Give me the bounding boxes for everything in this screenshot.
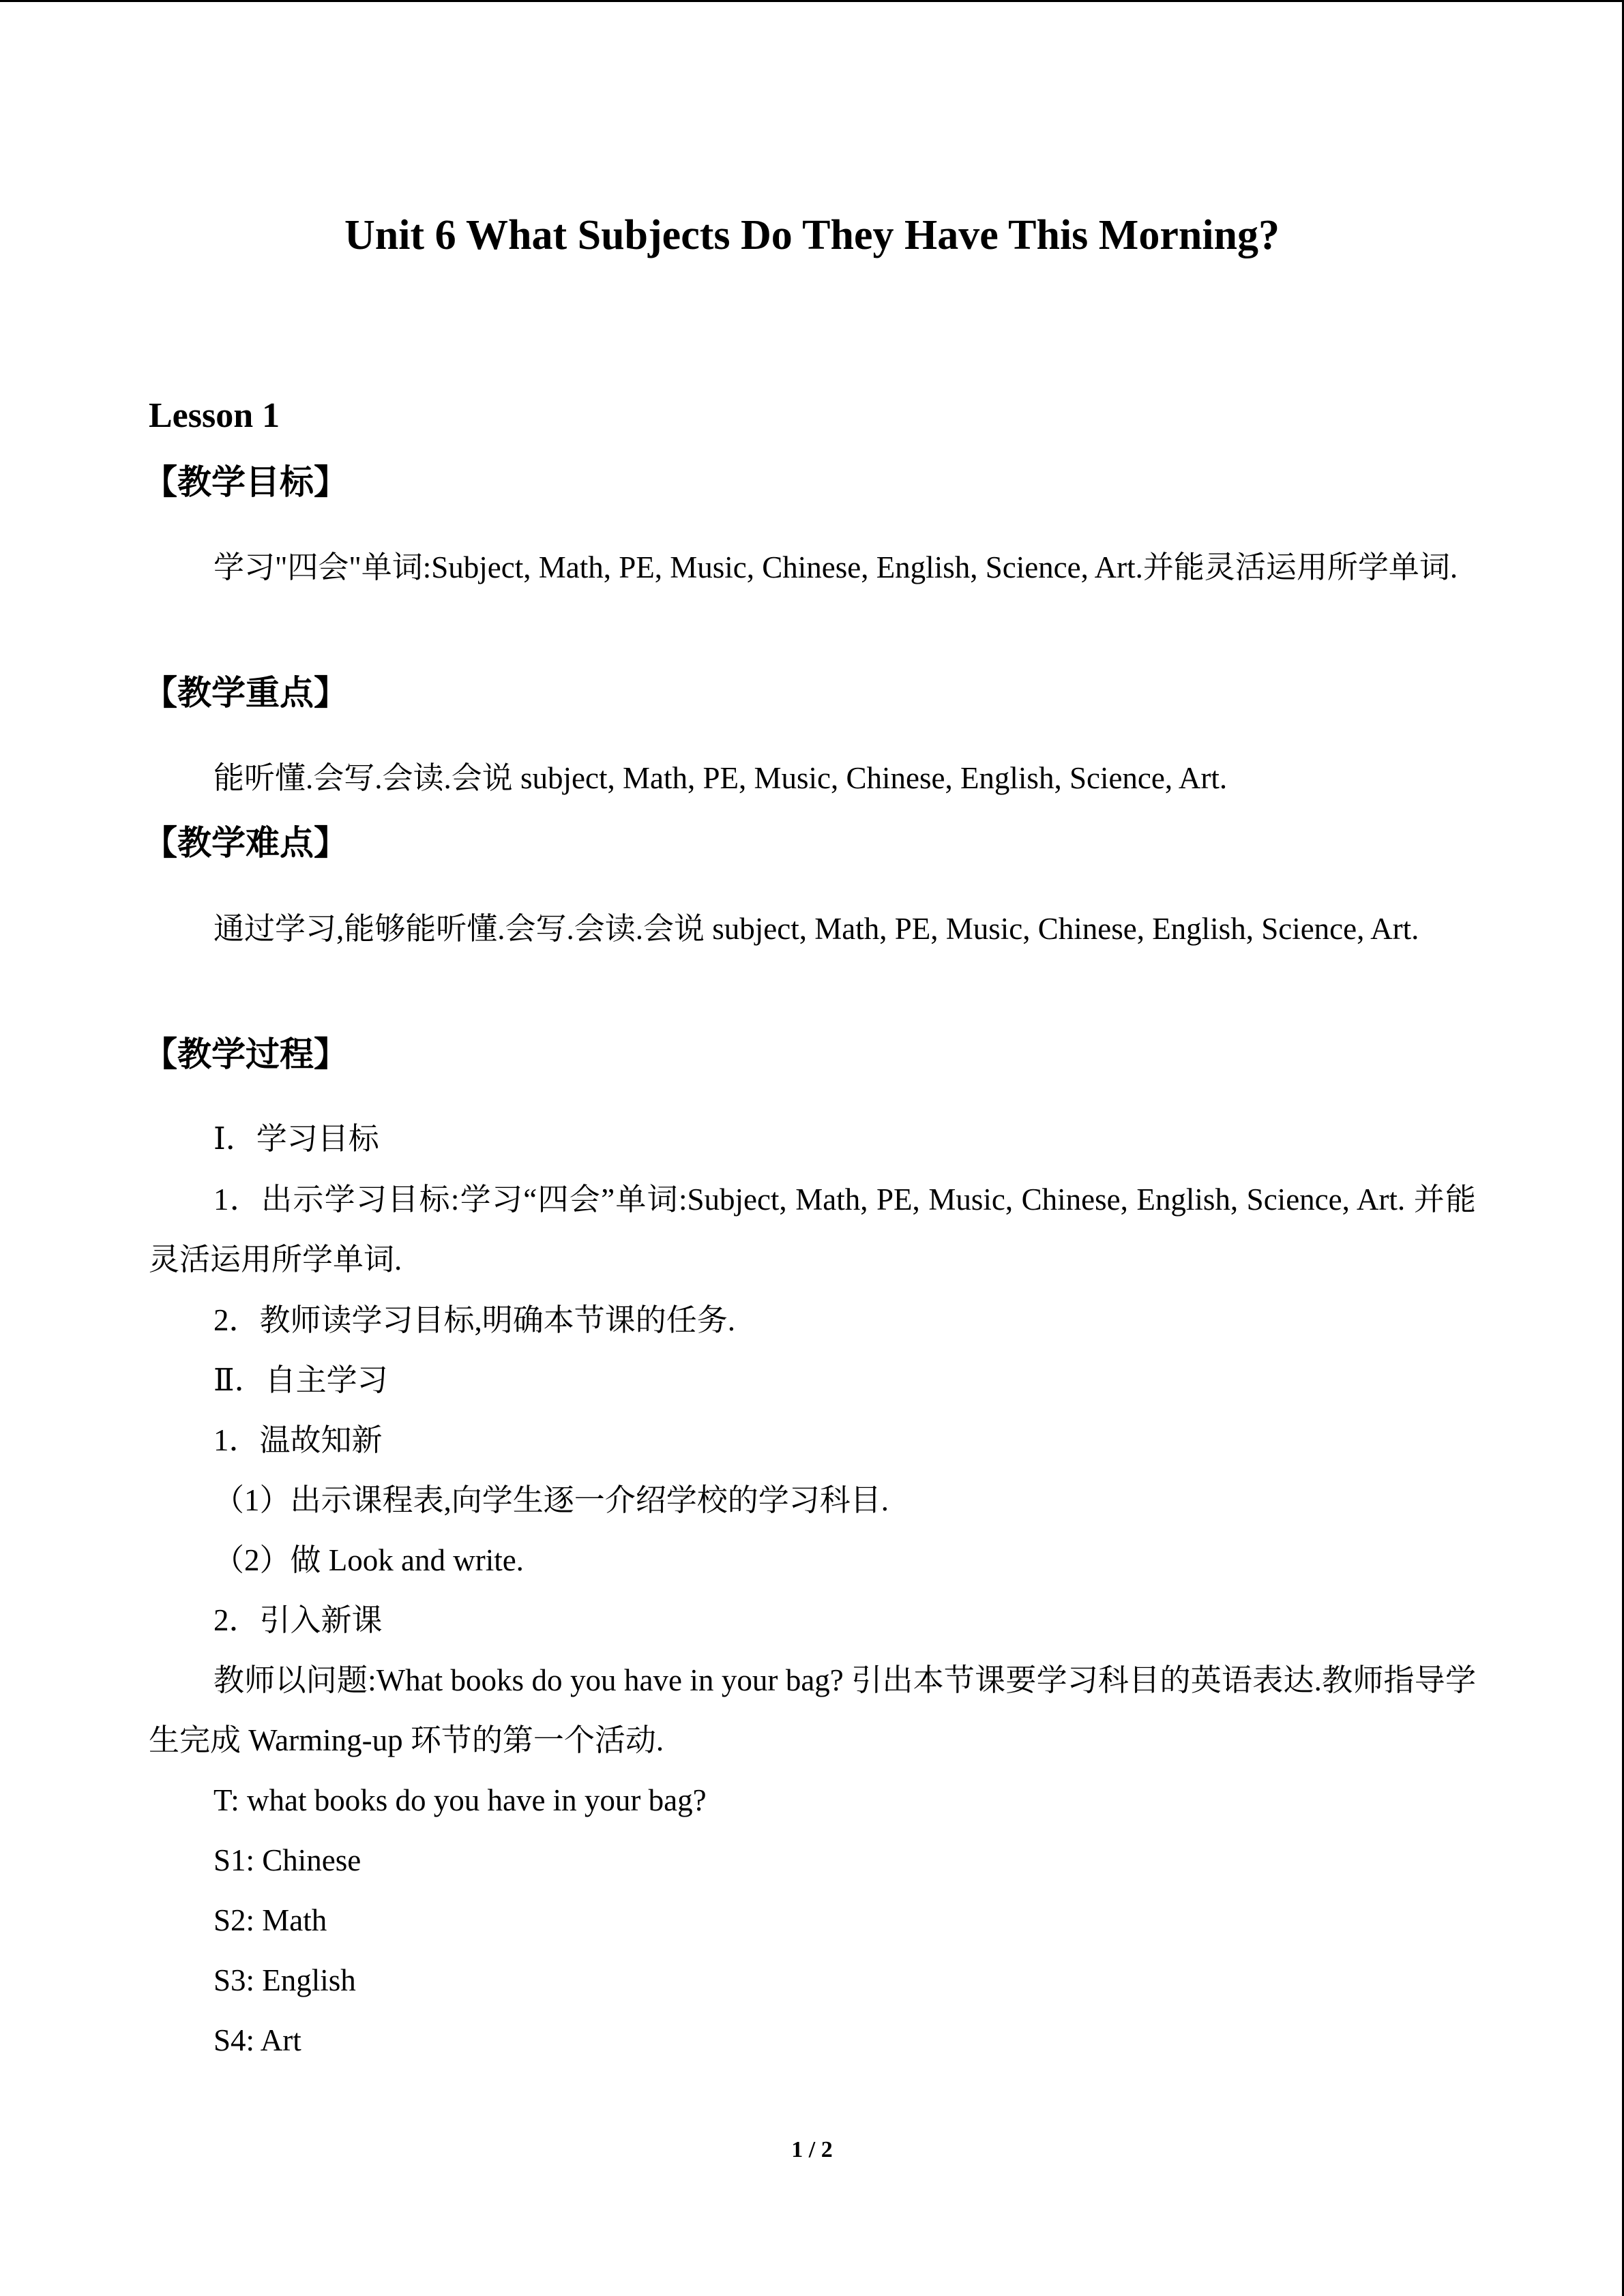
dialogue-line: S3: English [213,1963,356,1997]
step2-item2: 2．引入新课 [213,1603,383,1637]
goals-text: 学习"四会"单词:Subject, Math, PE, Music, Chinese, English, Science, Art.并能灵活运用所学单词. [213,550,1458,584]
step2-sub1: （1）出示课程表,向学生逐一介绍学校的学习科目. [213,1483,889,1517]
step2-title: Ⅱ．自主学习 [213,1363,388,1397]
dialogue-line: S4: Art [213,2023,301,2057]
heading-key-points: 【教学重点】 [143,673,348,713]
step2-intro: 教师以问题:What books do you have in your bag? 引出本节课要学习科目的英语表达.教师指导学生完成 Warming-up 环节的第一个活动. [149,1663,1476,1757]
page-number: 1 / 2 [791,2137,833,2162]
heading-goals: 【教学目标】 [143,462,348,502]
dialogue-line: T: what books do you have in your bag? [213,1783,707,1817]
step1-item2: 2．教师读学习目标,明确本节课的任务. [213,1303,736,1337]
step1-item1: 1．出示学习目标:学习“四会”单词:Subject, Math, PE, Music, Chinese, English, Science, Art. 并能灵活运用所学单词. [149,1182,1476,1277]
dialogue-line: S2: Math [213,1903,327,1937]
document-title: Unit 6 What Subjects Do They Have This Morning? [344,212,1280,258]
step2-item1: 1．温故知新 [213,1423,383,1457]
heading-difficulties: 【教学难点】 [143,823,348,863]
difficulties-text: 通过学习,能够能听懂.会写.会读.会说 subject, Math, PE, Music, Chinese, English, Science, Art. [213,912,1419,946]
step1-title: Ⅰ．学习目标 [213,1122,379,1156]
heading-process: 【教学过程】 [143,1034,348,1074]
step2-sub2: （2）做 Look and write. [213,1543,524,1577]
dialogue-line: S1: Chinese [213,1843,361,1877]
page-border-top [0,0,1624,2]
key-points-text: 能听懂.会写.会读.会说 subject, Math, PE, Music, Chinese, English, Science, Art. [213,761,1228,795]
lesson-label: Lesson 1 [149,396,280,435]
